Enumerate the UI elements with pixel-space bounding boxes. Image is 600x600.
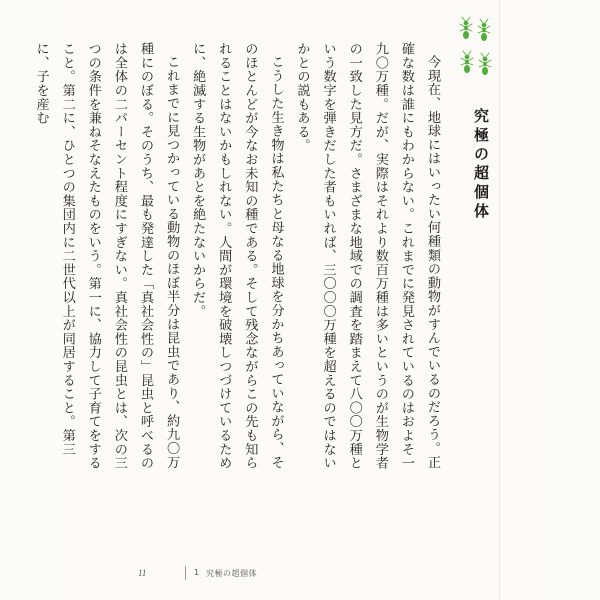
running-title: 究極の超個体 — [206, 569, 257, 578]
body-text — [28, 42, 446, 482]
chapter-title: 究極の超個体 — [472, 108, 490, 222]
margin-divider — [499, 0, 500, 600]
page-number: 11 — [138, 568, 147, 578]
paragraph: 今現在、地球にはいったい何種類の動物がすんでいるのだろう。正確な数は誰にもわからない。これまでに発見されているのはおよそ一九〇万種。だが、実際はそれより数百万種は多いというのが生物学者の一致した見方だ。さまざまな地域での調査を踏まえて八〇〇万種という数字を弾きだした者もいれば、三〇〇〇万種を超えるのではないかとの説もある。 — [294, 42, 440, 470]
paragraph: これまでに見つかっている動物のほぼ半分は昆虫であり、約九〇万種にのぼる。そのうち、最も発達した「真社会性の」昆虫と呼べるのは全体の二パーセント程度にすぎない。真社会性の昆虫とは、次の三つの条件を兼ねそなえたものをいう。第一に、協力して子育てをすること。第二に、ひとつの集団内に二世代以上が同居すること。第三に、子を産む — [33, 42, 180, 470]
ant-icon — [479, 53, 491, 75]
page-footer — [138, 568, 398, 584]
paragraph: こうした生き物は私たちと母なる地球を分かちあっていながら、そのほとんどが今なお未知の種である。そして残念ながらこの先も知られることはないかもしれない。人間が環境を破壊しつづけているために、絶滅する生物があとを絶たないからだ。 — [190, 42, 284, 470]
footer-chapter-number: 1 — [194, 568, 200, 577]
ant-icon — [460, 17, 472, 39]
ant-icon — [457, 16, 499, 92]
ant-icon — [461, 51, 473, 73]
ant-icon — [478, 19, 490, 41]
footer-separator — [185, 566, 186, 580]
